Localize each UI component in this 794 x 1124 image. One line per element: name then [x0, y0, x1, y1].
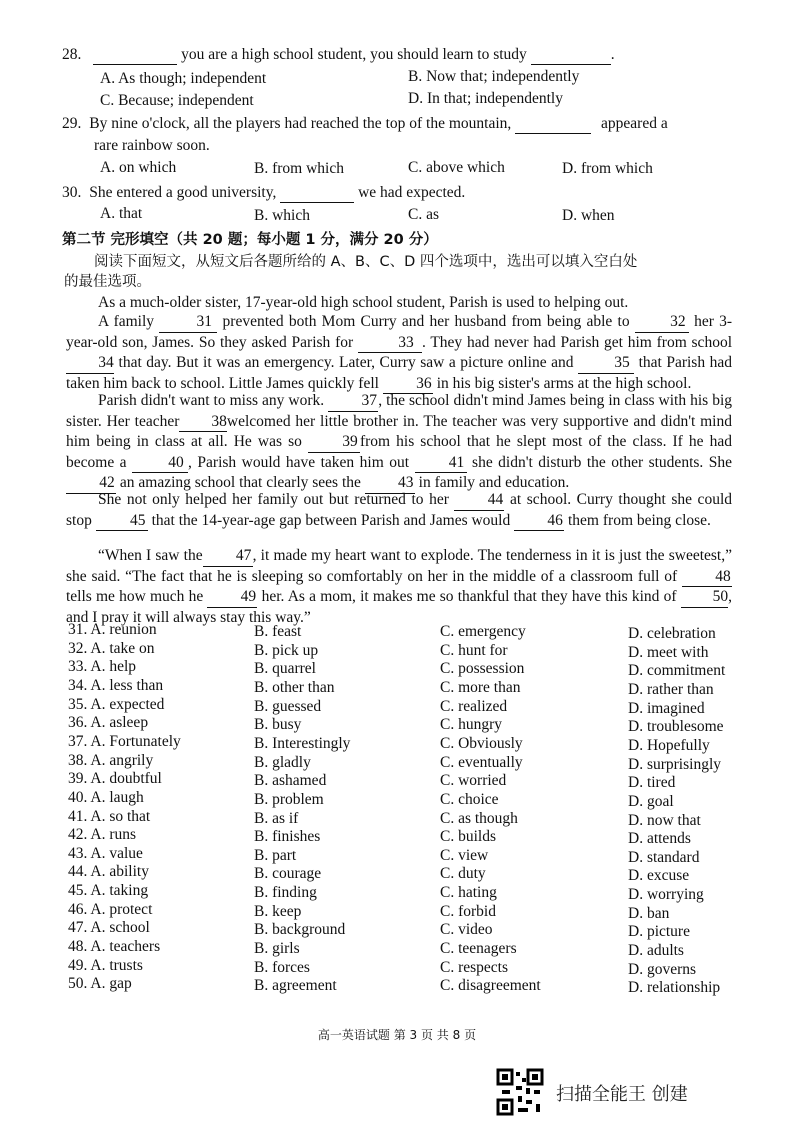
option-c: C. teenagers	[440, 940, 517, 958]
option-d: D. ban	[628, 904, 670, 922]
option-row	[68, 621, 748, 640]
option-d: D. imagined	[628, 699, 705, 717]
option-c: C. as though	[440, 809, 518, 827]
option-a: 49. A. trusts	[68, 956, 143, 974]
option-row	[68, 901, 748, 920]
option-a: 31. A. reunion	[68, 621, 157, 638]
option-d: D. adults	[628, 942, 684, 960]
option-row	[68, 845, 748, 864]
blank-45: 45	[96, 511, 148, 532]
blank-47: 47	[203, 546, 253, 567]
option-d: D. commitment	[628, 662, 726, 680]
option-c: C. respects	[440, 958, 509, 976]
passage-para-5: “When I saw the 47, it made my heart want to explode. The tenderness in it is just the sweetest,” she said. “The fact that he is sleeping so comfortably on her in the middle of a classroom full of 48 tells me how much he 49 her. As a mom, it makes me so thankful that they have this kind of 50, and I pray it will always stay this way.”	[66, 547, 733, 626]
option-d: D. celebration	[628, 625, 716, 642]
option-row	[68, 677, 748, 696]
blank-39: 39	[308, 432, 360, 453]
option-d: D. picture	[628, 923, 690, 941]
option-d: D. attends	[628, 830, 691, 848]
option-row	[68, 789, 748, 808]
option-b: B. agreement	[254, 977, 337, 995]
option-b: B. problem	[254, 790, 324, 808]
q29-blank	[515, 115, 591, 134]
q29-option-c: C. above which	[408, 159, 505, 176]
option-b: B. girls	[254, 940, 300, 958]
blank-31: 31	[159, 312, 217, 333]
blank-46: 46	[514, 511, 564, 532]
option-a: 39. A. doubtful	[68, 770, 162, 788]
q28-option-b: B. Now that; independently	[408, 68, 580, 85]
option-a: 35. A. expected	[68, 695, 165, 713]
option-c: C. realized	[440, 697, 508, 715]
option-a: 43. A. value	[68, 844, 143, 862]
option-b: B. background	[254, 921, 346, 939]
option-row	[68, 733, 748, 752]
option-c: C. hating	[440, 884, 497, 902]
option-a: 34. A. less than	[68, 676, 164, 694]
passage-para-3: Parish didn't want to miss any work. 37, the school didn't mind James being in class with his big sister. Her teacher 38welcomed her little brother in. The teacher was very supportive and didn't mind him being in class at all. He was so 39 from his school that he slept most of the class. If he had become a 40 , Parish would have taken him out 41 she didn't disturb the other students. She 42 an amazing school that clearly sees the 43 in family and education.	[66, 391, 732, 494]
section-instruction-2: 的最佳选项。	[64, 274, 151, 290]
option-row	[68, 808, 748, 827]
q29-option-a: A. on which	[100, 159, 177, 176]
option-d: D. Hopefully	[628, 736, 710, 754]
option-row	[68, 640, 748, 659]
blank-35: 35	[578, 353, 634, 374]
option-b: B. guessed	[254, 697, 322, 715]
option-row	[68, 975, 748, 997]
option-b: B. courage	[254, 865, 322, 883]
option-d: D. rather than	[628, 680, 714, 698]
option-d: D. worrying	[628, 886, 704, 904]
option-row	[68, 658, 748, 680]
option-d: D. surprisingly	[628, 755, 721, 773]
option-a: 38. A. angrily	[68, 751, 154, 769]
option-c: C. forbid	[440, 902, 496, 920]
blank-41: 41	[415, 453, 467, 474]
option-b: B. part	[254, 846, 297, 864]
option-b: B. as if	[254, 809, 299, 827]
option-row	[68, 919, 748, 941]
option-a: 48. A. teachers	[68, 938, 161, 956]
page-footer: 高一英语试题 第 3 页 共 8 页	[317, 1028, 477, 1042]
option-d: D. troublesome	[628, 718, 724, 736]
option-d: D. standard	[628, 848, 700, 866]
option-d: D. meet with	[628, 643, 709, 661]
option-b: B. feast	[254, 623, 302, 640]
option-d: D. relationship	[628, 979, 721, 997]
blank-32: 32	[635, 312, 689, 333]
option-a: 50. A. gap	[68, 975, 132, 993]
q29-stem: 29. By nine o'clock, all the players had reached the top of the mountain, appeared a	[62, 115, 668, 132]
passage-para-4: She not only helped her family out but returned to her 44 at school. Curry thought she could stop 45 that the 14-year-age gap between Parish and James would 46 them from being close.	[66, 490, 732, 531]
q28-blank	[93, 46, 177, 65]
option-row	[68, 938, 748, 960]
option-row	[68, 696, 748, 715]
option-c: C. possession	[440, 660, 525, 678]
option-c: C. hungry	[440, 716, 502, 734]
option-row	[68, 882, 748, 904]
option-a: 46. A. protect	[68, 900, 153, 918]
option-c: C. choice	[440, 790, 499, 808]
option-c: C. duty	[440, 865, 486, 883]
option-b: B. busy	[254, 716, 302, 734]
section-instruction: 阅读下面短文，从短文后各题所给的 A、B、C、D 四个选项中，选出可以填入空白处	[94, 254, 638, 270]
qr-code-icon	[496, 1068, 544, 1116]
option-c: C. view	[440, 846, 489, 864]
option-b: B. forces	[254, 958, 310, 976]
q28-option-a: A. As though; independent	[100, 70, 267, 87]
option-c: C. hunt for	[440, 641, 508, 659]
q29-option-b: B. from which	[254, 160, 344, 177]
q30-blank	[280, 184, 354, 203]
passage-para-2: A family 31 prevented both Mom Curry and her husband from being able to 32 her 3-year-old son, James. So they asked Parish for 33 . They had never had Parish get him from school 34 that day. But it was an emergency. Later, Curry saw a picture online and 35 that Parish had taken him back to school. Little James quickly fell 36 in his big sister's arms at the high school.	[66, 312, 732, 394]
option-d: D. now that	[628, 811, 701, 829]
blank-48: 48	[682, 567, 732, 588]
blank-37: 37	[328, 391, 378, 412]
option-d: D. tired	[628, 774, 676, 792]
option-b: B. finding	[254, 884, 317, 902]
option-a: 41. A. so that	[68, 807, 151, 825]
q30-option-a: A. that	[100, 205, 143, 222]
option-row	[68, 752, 748, 771]
option-d: D. goal	[628, 792, 674, 810]
option-c: C. Obviously	[440, 734, 523, 752]
option-b: B. pick up	[254, 641, 319, 659]
q30-option-c: C. as	[408, 206, 439, 223]
blank-34: 34	[66, 353, 114, 374]
option-c: C. emergency	[440, 623, 526, 640]
option-row	[68, 863, 748, 885]
option-c: C. more than	[440, 678, 521, 696]
option-row	[68, 770, 748, 792]
option-c: C. worried	[440, 772, 507, 790]
blank-50: 50	[681, 587, 729, 608]
option-b: B. keep	[254, 902, 302, 920]
option-a: 32. A. take on	[68, 639, 155, 657]
option-a: 37. A. Fortunately	[68, 732, 181, 750]
q30-stem: 30. She entered a good university, we had expected.	[62, 184, 466, 201]
blank-36: 36	[383, 374, 433, 395]
option-c: C. video	[440, 921, 493, 939]
q28-option-c: C. Because; independent	[100, 92, 254, 109]
q30-option-d: D. when	[562, 207, 615, 224]
watermark-text: 扫描全能王 创建	[556, 1084, 688, 1105]
option-a: 40. A. laugh	[68, 788, 144, 806]
option-c: C. eventually	[440, 753, 523, 771]
option-a: 33. A. help	[68, 658, 137, 676]
q29-stem-line2: rare rainbow soon.	[94, 137, 210, 154]
q28-stem: 28. you are a high school student, you should learn to study .	[62, 46, 615, 63]
blank-43: 43	[365, 473, 415, 494]
option-row	[68, 714, 748, 736]
option-c: C. disagreement	[440, 977, 541, 995]
option-a: 36. A. asleep	[68, 714, 149, 732]
option-b: B. Interestingly	[254, 734, 351, 752]
q30-option-b: B. which	[254, 207, 310, 224]
blank-33: 33	[358, 333, 422, 354]
option-c: C. builds	[440, 828, 496, 846]
blank-49: 49	[207, 587, 257, 608]
blank-44: 44	[454, 490, 504, 511]
option-b: B. finishes	[254, 828, 321, 846]
passage-para-1: As a much-older sister, 17-year-old high school student, Parish is used to helping out.	[98, 294, 629, 311]
option-row	[68, 826, 748, 848]
blank-40: 40	[132, 453, 188, 474]
option-row	[68, 957, 748, 976]
option-b: B. quarrel	[254, 660, 316, 678]
option-a: 45. A. taking	[68, 882, 149, 900]
option-b: B. ashamed	[254, 772, 327, 790]
option-d: D. excuse	[628, 867, 690, 885]
blank-38: 38	[179, 412, 227, 433]
blank-42: 42	[66, 473, 116, 494]
q29-option-d: D. from which	[562, 160, 653, 177]
option-b: B. other than	[254, 678, 335, 696]
q28-blank-2	[531, 46, 611, 65]
option-b: B. gladly	[254, 753, 311, 771]
q28-option-d: D. In that; independently	[408, 90, 563, 107]
option-a: 44. A. ability	[68, 863, 149, 881]
option-a: 47. A. school	[68, 919, 150, 937]
section-title: 第二节 完形填空（共 20 题；每小题 1 分，满分 20 分）	[62, 232, 438, 248]
option-a: 42. A. runs	[68, 826, 137, 844]
option-d: D. governs	[628, 960, 697, 978]
